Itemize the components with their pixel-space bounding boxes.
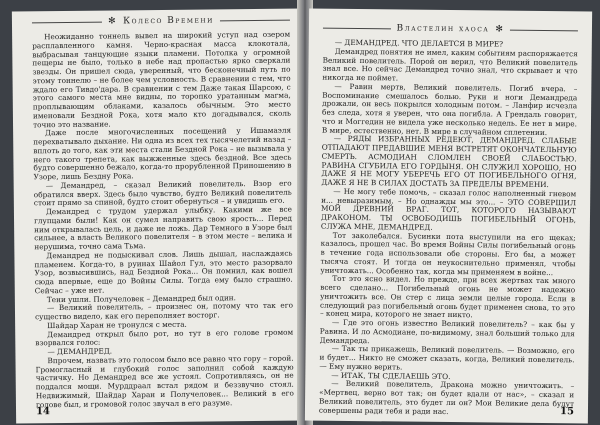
paragraph: — Не могу тебе помочь, – сказал голос наполненный гневом и... невыразимым. – Но однажды мы это... – ЭТО СОВЕРШИЛ МОЙ ДРЕВНИЙ ВРАГ. ТОТ, КОТОРОГО НАЗЫВАЮТ ДРАКОНОМ. ТЫ ОСВОБОДИШЬ ПОГИБЕЛЬНЫЙ ОГОНЬ, СЛУЖА МНЕ, ДЕМАНДРЕД. xyxy=(320,186,577,232)
paragraph: Демандред не подыскивал слов. Лишь дышал, наслаждаясь пламенем. Когда-то, в руинах Шайол Гул, это место разорвало Узор, возвысившись, над Бездной Рока... Он помнил, как вошел сюда впервые, еще до Войны Силы. Тогда ему было страшно. Сейчас – уже нет. xyxy=(34,248,293,296)
paragraph: — ДЕМАНДРЕД. xyxy=(47,346,113,357)
paragraph: — РЯДЫ ИЗБРАННЫХ РЕДЕЮТ, ДЕМАНДРЕД. СЛАБЫЕ ОТПАДАЮТ ПРЕДАВШИЕ МЕНЯ ВСТРЕТЯТ ОКОНЧАТЕЛЬНУЮ СМЕРТЬ. АСМОДИАН СЛОМЛЕН СВОЕЙ СЛАБОСТЬЮ. РАВИНА СГУБИЛА ЕГО ГОРДЫНЯ. ОН СЛУЖИЛ ХОРОШО, НО ДАЖЕ Я НЕ МОГУ УБЕРЕЧЬ ЕГО ОТ ПОГИБЕЛЬНОГО ОГНЯ, ДАЖЕ Я НЕ В СИЛАХ ДОСТАТЬ ЗА ПРЕДЕЛЫ ВРЕМЕНИ. xyxy=(321,134,577,190)
left-page-text xyxy=(32,31,294,410)
left-page xyxy=(12,8,306,423)
paragraph: — Демандред, – сказал Великий повелитель. Взор его обратился вверх. Здесь было чувство, будто Великий повелитель стоит прямо за спиной, будто стоит обернуться – и увидишь его. xyxy=(33,178,292,208)
paragraph: Тот заколебался. Бусинки пота выступили на его щеках; казалось, прошел час. Во время Войны Силы погибельный огонь в течение года использовали обе стороны. Его бы, а может тысяча стоят. И тогда он неукоснительно применял, чтобы уничтожать... Особенно так, когда мы применяем в войне... xyxy=(320,230,576,277)
ornament-icon: ✻ xyxy=(495,24,505,35)
paragraph: Демандред с трудом удержал улыбку. Какими же все глупцами были! Как он сумел направить свою ярость... Перед ним открывалась цель, и даже не ложь. Дар Темного в Узоре был сильнее, а власть Великого повелителя – в этом месте – велика и нерушима, точно сама Тьма. xyxy=(33,204,293,252)
paragraph: — ДЕМАНДРЕД. ЧТО ДЕЛАЕТСЯ В МИРЕ? xyxy=(334,37,504,49)
right-header-title: Властелин хаоса xyxy=(396,23,490,35)
paragraph: Демандред понятия не имел, каким событиям распоряжается Великий повелитель. Порой он верил, что Великий повелитель знал все. Но сейчас Демандред точно знал, что скрывает и что никогда не поймет. xyxy=(322,46,578,83)
left-header-title: Колесо Времени xyxy=(123,15,214,27)
right-page-number: 15 xyxy=(559,406,575,418)
header-rule xyxy=(323,27,391,29)
header-rule xyxy=(510,29,578,31)
header-rule xyxy=(220,19,290,21)
paragraph: Тот это ясно видел. Но прежде, при всех жертвах так много всего сделано... Погибельный огонь не может надежно уничтожить все. Он стер с лица земли целые города. Если в следующий раз погибельный огонь будет применен снова, то это – конец мира, которого не знает никто. xyxy=(319,274,576,320)
paragraph: Демандред открыл было рот, но тут в его голове громом взорвался голос: xyxy=(35,327,294,348)
paragraph: Даже после многочисленных посещений у Ишамаэля перехватывало дыхание. Ни одна из всех тех тысячелетий назад – вплоть до того, как эти места стали Бездной Рока – не вызывала у него такого трепета, как выжженные здесь бездной. Все здесь будто совершенно бежало, когда-то прорубленной Приношению в Узоре, лишь Бездну Рока. xyxy=(33,125,292,182)
right-running-header xyxy=(323,23,578,36)
paragraph: — Так ты прикажешь, Великий повелитель. — Возможно, его и будет... Никто не сможет сказать, когда, Великий повелитель. — Ему нужно верить. xyxy=(319,344,575,372)
paragraph: — Великий повелитель, – произнес он, потому что так его существо видело, как его переполняет восторг. xyxy=(35,300,293,322)
paragraph: Впрочем, назвать это голосом было все равно что гору – горой. Громогласный и глубокий голос заполнил собой каждую частичку. Но Демандред все же устоял. Сопротивляясь, он не поддался мощи. Мурддраал встал рядом и беззвучно стоял. Недвижимый, Шайдар Харан и Получеловек... Великий в его голове был, и громовой голос звучал в его разуме. xyxy=(35,353,294,409)
right-page-text xyxy=(319,39,578,418)
paragraph: Шайдар Харан не тронулся с места. xyxy=(47,319,187,330)
right-page xyxy=(305,9,592,424)
paragraph: Неожиданно тоннель вывел на широкий уступ над озером расплавленного камня. Черно-красная масса клокотала, выбрасывая танцующие языки пламени. Потолка у огромной пещеры не было, только в небе над пропастью ярко сверкали звезды. Он пришел сюда, уверенный, что бесконечный путь по этому тоннелю – не более чем условность. В сравнении с тем, что ждало его Тивдо'дара. В сравнении с тем Даже такая Шарсою, с этого самого места мне видны, по торопко уратанным магма, проплывающим облаками, казалось обычным. Это место именовали Бездной Рока, хотя мало кто догадывался, сколь точно это название. xyxy=(32,29,291,129)
paragraph: — Равин мертв, Великий повелитель. Погиб вчера. – Воспоминание смешалось болью. Руки и ноги Демандреда дрожали, он весь покрылся холодным потом. – Ланфир исчезла без следа, хотя я уверен, что она погибла. А Грендаль говорит, что и Моггедин не видела уже несколько недель. Ее нет в мире. В мире, естественно, нет. В мире в случайном сплетении. xyxy=(321,81,578,137)
header-rule xyxy=(32,21,102,23)
left-page-number: 14 xyxy=(35,406,51,418)
ornament-icon: ✻ xyxy=(108,16,118,27)
paragraph: — Великий повелитель, Дракона можно уничтожить. – «Мертвец, верно вот так; он будет вдали от нас», – сказал и Великий повелитель, это будет ли он? Мои Великие дела будут совершены ради тебя и ради нас. xyxy=(318,379,575,416)
paragraph: — Где это огонь известно Великий повелитель? – как бы у Равина. И ло Асмодиане, по-видимому, знал больший только для Демандреда. xyxy=(319,317,575,345)
left-running-header xyxy=(32,15,290,28)
paragraph: — ИТАК, ТЫ СДЕЛАЕШЬ ЭТО. xyxy=(331,370,451,381)
paragraph: Тени ушли. Получеловек – Демандред был один. xyxy=(46,292,237,304)
